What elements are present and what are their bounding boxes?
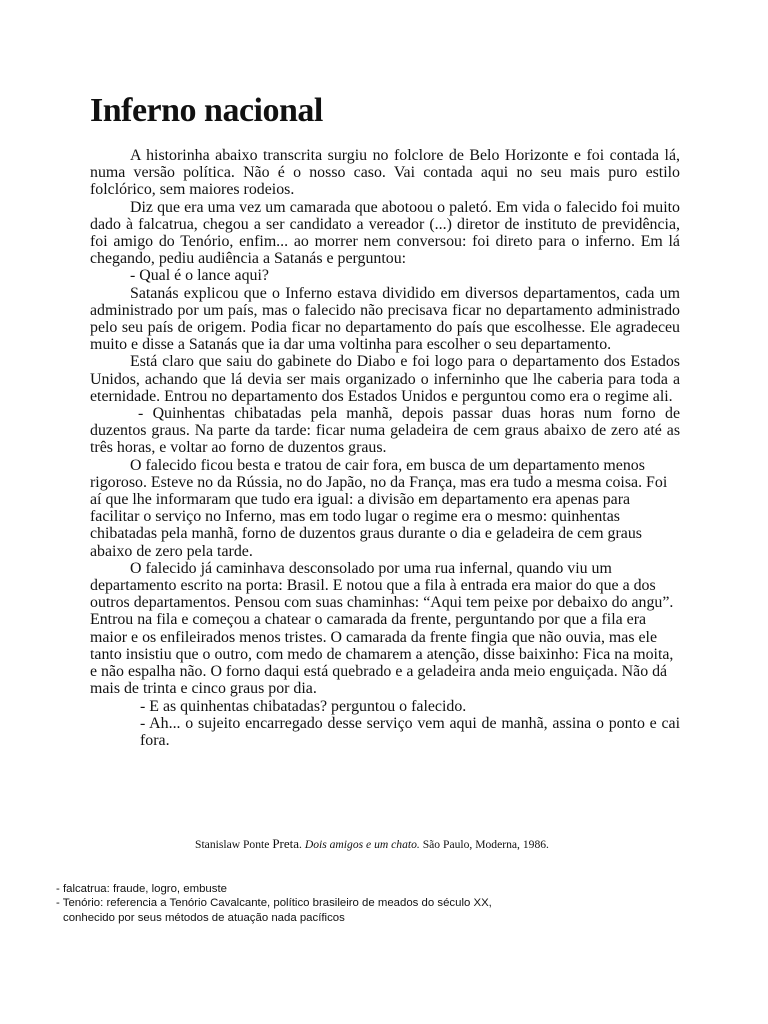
footnotes (56, 882, 492, 925)
dialogue-line: - Qual é o lance aqui? (130, 267, 269, 285)
dialogue-line: - E as quinhentas chibatadas? perguntou o falecido. (140, 697, 467, 715)
footnote-item: - Tenório: referencia a Tenório Cavalcante, político brasileiro de meados do século XX, (56, 897, 492, 910)
paragraph-intro: A historinha abaixo transcrita surgiu no folclore de Belo Horizonte e foi contada lá, numa versão política. Não é o nosso caso. Vai contada aqui no seu mais puro estilo folclórico, sem maiores rodeios. (90, 147, 680, 199)
paragraph-story-start: Diz que era uma vez um camarada que abotoou o paletó. Em vida o falecido foi muito dado à falcatrua, chegou a ser candidato a vereador (...) diretor de instituto de previdência, foi amigo do Tenório, enfim... ao morrer nem conversou: foi direto para o inferno. Em lá chegando, pediu audiência a Satanás e perguntou: (90, 198, 680, 268)
citation-publisher: São Paulo, Moderna, 1986. (422, 838, 549, 851)
page-title: Inferno nacional (90, 92, 323, 129)
citation-author-last: Preta (272, 836, 300, 851)
paragraph-other-departments: O falecido ficou besta e tratou de cair fora, em busca de um departamento menos rigoroso. Esteve no da Rússia, no do Japão, no da França, mas era tudo a mesma coisa. Foi aí que lhe informaram que tudo era igual: a divisão em departamento era apenas para facilitar o serviço no Inferno, mas em todo lugar o regime era o mesmo: quinhentas chibatadas pela manhã, forno de duzentos graus durante o dia e geladeira de cem graus abaixo de zero pela tarde. (90, 456, 668, 560)
citation-work: Dois amigos e um chato. (304, 838, 420, 851)
paragraph-satan-explains: Satanás explicou que o Inferno estava dividido em diversos departamentos, cada um administrado por um país, mas o falecido não precisava ficar no departamento administrado pelo seu país de origem. Podia ficar no departamento do país que escolhesse. Ele agradeceu muito e disse a Satanás que ia dar uma voltinha para escolher o seu departamento. (90, 284, 680, 354)
paragraph-brazil-department: O falecido já caminhava desconsolado por uma rua infernal, quando viu um departamento escrito na porta: Brasil. E notou que a fila à entrada era maior do que a dos outros departamentos. Pensou com suas chaminhas: “Aqui tem peixe por debaixo do angu”. Entrou na fila e começou a chatear o camarada da frente, perguntando por que a fila era maior e os enfileirados menos tristes. O camarada da frente fingia que não ouvia, mas ele tanto insistiu que o outro, com medo de chamarem a atenção, disse baixinho: Fica na moita, e não espalha não. O forno daqui está quebrado e a geladeira anda meio enguiçada. Não dá mais de trinta e cinco graus por dia. (90, 559, 674, 698)
dialogue-line: - Quinhentas chibatadas pela manhã, depois passar duas horas num forno de duzentos graus. Na parte da tarde: ficar numa geladeira de cem graus abaixo de zero até as três horas, e voltar ao forno de duzentos graus. (90, 405, 680, 457)
source-citation: Stanislaw Ponte Preta. Dois amigos e um chato. São Paulo, Moderna, 1986. (195, 836, 549, 851)
story-body (90, 147, 680, 749)
citation-author: Stanislaw Ponte (195, 838, 270, 851)
footnote-continuation: conhecido por seus métodos de atuação nada pacíficos (63, 911, 345, 924)
dialogue-line: - Ah... o sujeito encarregado desse serviço vem aqui de manhã, assina o ponto e cai fora. (140, 714, 680, 749)
footnote-item: - falcatrua: fraude, logro, embuste (56, 883, 227, 895)
paragraph-usa-department: Está claro que saiu do gabinete do Diabo e foi logo para o departamento dos Estados Unidos, achando que lá devia ser mais organizado o inferninho que lhe caberia para toda a eternidade. Entrou no departamento dos Estados Unidos e perguntou como era o regime ali. (90, 353, 680, 405)
